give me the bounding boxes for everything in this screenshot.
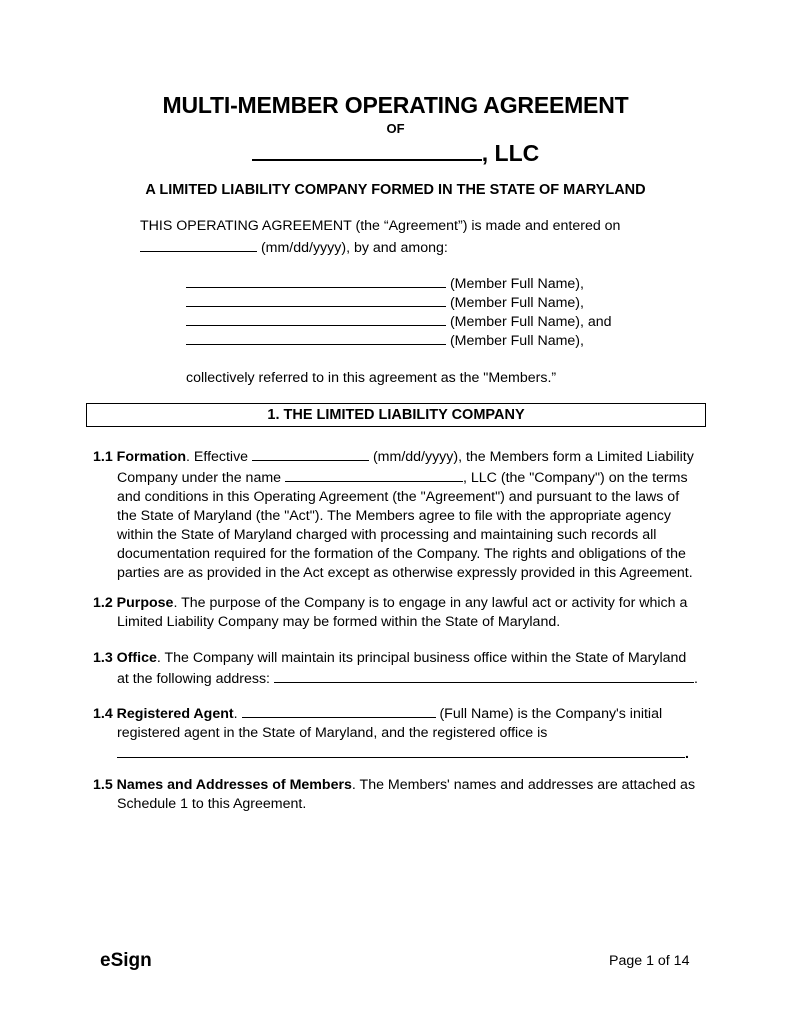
office-address-blank[interactable] bbox=[274, 668, 694, 683]
paragraph-formation bbox=[93, 446, 713, 583]
paragraph-office bbox=[93, 649, 713, 689]
office-text: . bbox=[693, 671, 698, 687]
registered-office-blank[interactable] bbox=[117, 743, 685, 758]
registered-agent-label: 1.4 Registered Agent bbox=[93, 706, 234, 722]
member-name-blank[interactable] bbox=[186, 292, 446, 307]
members-names-text: Schedule 1 to this Agreement. bbox=[117, 796, 307, 812]
office-text: at the following address: bbox=[117, 671, 274, 687]
registered-agent-text: (Full Name) is the Company's initial bbox=[435, 706, 663, 722]
members-names-label: 1.5 Names and Addresses of Members bbox=[93, 777, 352, 793]
llc-suffix: , LLC bbox=[481, 140, 540, 166]
member-line bbox=[186, 311, 612, 332]
formation-text: , LLC (the "Company") on the terms bbox=[463, 470, 688, 486]
member-name-blank[interactable] bbox=[186, 273, 446, 288]
page-number: Page 1 of 14 bbox=[609, 953, 690, 969]
company-name-blank[interactable] bbox=[285, 467, 463, 482]
agent-name-blank[interactable] bbox=[242, 703, 436, 718]
collectively-text: collectively referred to in this agreement as the "Members.” bbox=[186, 370, 557, 386]
member-label: (Member Full Name), bbox=[446, 295, 584, 311]
office-label: 1.3 Office bbox=[93, 650, 157, 666]
document-title: MULTI-MEMBER OPERATING AGREEMENT bbox=[162, 92, 629, 118]
formation-label: 1.1 Formation bbox=[93, 449, 187, 465]
document-subtitle: A LIMITED LIABILITY COMPANY FORMED IN THE STATE OF MARYLAND bbox=[145, 182, 646, 198]
intro-line-1: THIS OPERATING AGREEMENT (the “Agreement”) is made and entered on bbox=[140, 218, 621, 234]
purpose-text: . The purpose of the Company is to engage in any lawful act or activity for which a bbox=[173, 595, 688, 611]
intro-line-2 bbox=[140, 237, 448, 258]
intro-line-2-text: (mm/dd/yyyy), by and among: bbox=[257, 240, 448, 256]
formation-text: the State of Maryland (the "Act"). The Members agree to file with the appropriate agency bbox=[117, 508, 671, 524]
member-line bbox=[186, 273, 584, 294]
formation-text: parties are as provided in the Act except as otherwise expressly provided in this Agreement. bbox=[117, 565, 693, 581]
member-label: (Member Full Name), bbox=[446, 333, 584, 349]
agreement-date-blank[interactable] bbox=[140, 237, 257, 252]
formation-date-blank[interactable] bbox=[252, 446, 369, 461]
registered-agent-text: registered agent in the State of Maryland, and the registered office is bbox=[117, 725, 548, 741]
paragraph-purpose bbox=[93, 594, 713, 632]
member-name-blank[interactable] bbox=[186, 311, 446, 326]
purpose-text: Limited Liability Company may be formed within the State of Maryland. bbox=[117, 614, 561, 630]
formation-text: Company under the name bbox=[117, 470, 285, 486]
title-of: OF bbox=[386, 121, 405, 136]
paragraph-members-names bbox=[93, 776, 713, 814]
formation-text: within the State of Maryland charged with processing and maintaining such records all bbox=[117, 527, 657, 543]
esign-logo: eSign bbox=[100, 950, 152, 971]
llc-name-blank[interactable] bbox=[252, 141, 482, 161]
registered-agent-text: . bbox=[685, 746, 689, 762]
office-text: . The Company will maintain its principal business office within the State of Maryland bbox=[156, 650, 687, 666]
formation-text: . Effective bbox=[186, 449, 253, 465]
formation-text: (mm/dd/yyyy), the Members form a Limited Liability bbox=[369, 449, 694, 465]
member-name-blank[interactable] bbox=[186, 330, 446, 345]
purpose-label: 1.2 Purpose bbox=[93, 595, 174, 611]
paragraph-registered-agent bbox=[93, 703, 713, 764]
member-label: (Member Full Name), and bbox=[446, 314, 612, 330]
registered-agent-text: . bbox=[233, 706, 242, 722]
member-line bbox=[186, 292, 584, 313]
member-line bbox=[186, 330, 584, 351]
member-label: (Member Full Name), bbox=[446, 276, 584, 292]
section-1-heading: 1. THE LIMITED LIABILITY COMPANY bbox=[86, 403, 706, 427]
formation-text: and conditions in this Operating Agreement (the "Agreement") and pursuant to the laws of bbox=[117, 489, 680, 505]
llc-name-line bbox=[0, 140, 791, 167]
formation-text: documentation required for the formation of the Company. The rights and obligations of the bbox=[117, 546, 686, 562]
members-names-text: . The Members' names and addresses are attached as bbox=[351, 777, 696, 793]
